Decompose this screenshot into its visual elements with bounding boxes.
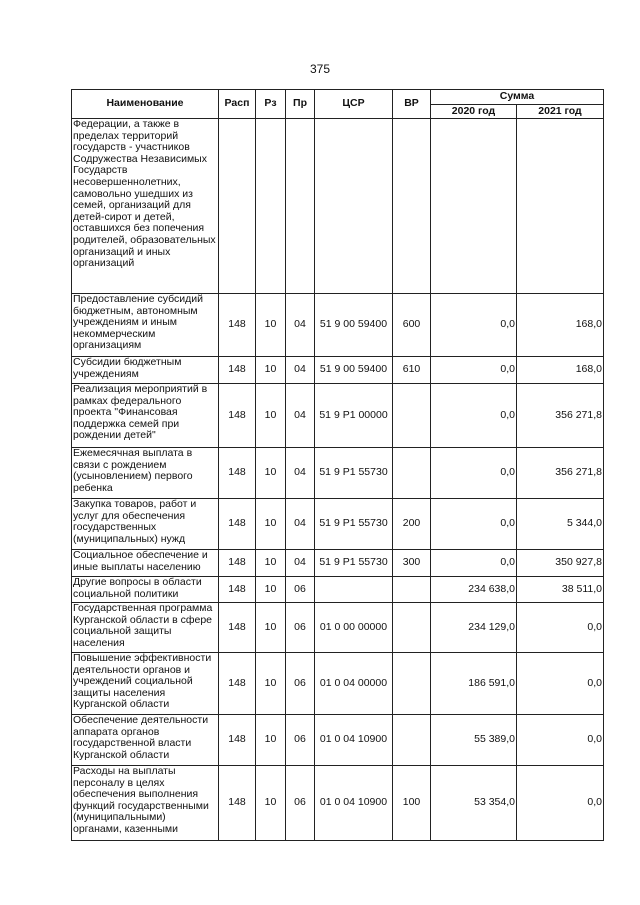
row-rz-cell: 10 — [256, 448, 286, 499]
row-2021-cell: 0,0 — [517, 715, 604, 766]
table-row — [72, 448, 604, 499]
header-rasp: Расп — [219, 90, 256, 119]
row-2021-cell: 356 271,8 — [517, 384, 604, 448]
row-2020-cell: 234 638,0 — [431, 577, 517, 603]
row-name-cell: Государственная программа Курганской области в сфере социальной защиты населения — [72, 603, 219, 653]
row-pr-cell: 06 — [286, 766, 315, 841]
header-pr: Пр — [286, 90, 315, 119]
row-csr-cell: 51 9 00 59400 — [315, 294, 393, 357]
row-vr-cell: 610 — [393, 357, 431, 384]
header-2020: 2020 год — [431, 105, 517, 119]
row-pr-cell: 06 — [286, 577, 315, 603]
row-name-cell: Другие вопросы в области социальной политики — [72, 577, 219, 603]
row-pr-cell: 06 — [286, 603, 315, 653]
row-csr-cell: 01 0 04 10900 — [315, 715, 393, 766]
row-2021-cell: 168,0 — [517, 357, 604, 384]
row-name-cell: Обеспечение деятельности аппарата органов государственной власти Курганской области — [72, 715, 219, 766]
table-row — [72, 715, 604, 766]
table-row — [72, 653, 604, 715]
row-rasp-cell: 148 — [219, 653, 256, 715]
table-row — [72, 550, 604, 577]
row-csr-cell: 51 9 P1 00000 — [315, 384, 393, 448]
header-name: Наименование — [72, 90, 219, 119]
row-pr-cell: 04 — [286, 384, 315, 448]
row-pr-cell: 06 — [286, 653, 315, 715]
row-2021-cell: 5 344,0 — [517, 499, 604, 550]
row-2020-cell: 234 129,0 — [431, 603, 517, 653]
row-pr-cell: 06 — [286, 715, 315, 766]
row-2020-cell: 0,0 — [431, 499, 517, 550]
row-vr-cell — [393, 653, 431, 715]
row-rasp-cell: 148 — [219, 294, 256, 357]
row-rasp-cell: 148 — [219, 577, 256, 603]
row-pr-cell: 04 — [286, 357, 315, 384]
row-csr-cell: 51 9 P1 55730 — [315, 550, 393, 577]
row-csr-cell: 01 0 04 10900 — [315, 766, 393, 841]
row-rasp-cell: 148 — [219, 499, 256, 550]
row-rasp-cell: 148 — [219, 766, 256, 841]
row-rz-cell: 10 — [256, 384, 286, 448]
row-rz-cell: 10 — [256, 653, 286, 715]
row-rasp-cell: 148 — [219, 448, 256, 499]
row-name-cell: Ежемесячная выплата в связи с рождением (усыновлением) первого ребенка — [72, 448, 219, 499]
page-number: 375 — [309, 62, 331, 76]
row-2021-cell: 0,0 — [517, 766, 604, 841]
row-rz-cell: 10 — [256, 550, 286, 577]
row-2020-cell: 186 591,0 — [431, 653, 517, 715]
header-vr: ВР — [393, 90, 431, 119]
row-csr-cell — [315, 577, 393, 603]
table-row — [72, 766, 604, 841]
row-rasp-cell: 148 — [219, 715, 256, 766]
table-row — [72, 603, 604, 653]
header-rz: Рз — [256, 90, 286, 119]
row-vr-cell — [393, 384, 431, 448]
row-vr-cell: 600 — [393, 294, 431, 357]
row-2021-cell — [517, 119, 604, 294]
row-2020-cell: 0,0 — [431, 357, 517, 384]
row-rz-cell: 10 — [256, 499, 286, 550]
table-row — [72, 577, 604, 603]
row-csr-cell: 51 9 P1 55730 — [315, 499, 393, 550]
row-2021-cell: 0,0 — [517, 603, 604, 653]
row-csr-cell: 51 9 P1 55730 — [315, 448, 393, 499]
row-name-cell: Расходы на выплаты персоналу в целях обеспечения выполнения функций государственными (муниципальными) органами, казенными — [72, 766, 219, 841]
row-rz-cell: 10 — [256, 294, 286, 357]
row-name-cell: Реализация мероприятий в рамках федерального проекта "Финансовая поддержка семей при рождении детей" — [72, 384, 219, 448]
row-vr-cell — [393, 603, 431, 653]
row-name-cell: Социальное обеспечение и иные выплаты населению — [72, 550, 219, 577]
row-vr-cell — [393, 448, 431, 499]
row-vr-cell — [393, 577, 431, 603]
row-vr-cell: 200 — [393, 499, 431, 550]
row-rasp-cell: 148 — [219, 384, 256, 448]
row-2021-cell: 0,0 — [517, 653, 604, 715]
header-sum: Сумма — [431, 90, 604, 105]
row-2021-cell: 168,0 — [517, 294, 604, 357]
row-csr-cell: 01 0 04 00000 — [315, 653, 393, 715]
row-csr-cell — [315, 119, 393, 294]
row-2020-cell: 0,0 — [431, 448, 517, 499]
table-row — [72, 357, 604, 384]
row-pr-cell: 04 — [286, 448, 315, 499]
table-row — [72, 119, 604, 294]
table-row — [72, 499, 604, 550]
row-rz-cell: 10 — [256, 715, 286, 766]
row-name-cell: Повышение эффективности деятельности органов и учреждений социальной защиты населения Курганской области — [72, 653, 219, 715]
row-vr-cell: 300 — [393, 550, 431, 577]
row-2020-cell: 0,0 — [431, 294, 517, 357]
row-2020-cell: 53 354,0 — [431, 766, 517, 841]
row-pr-cell: 04 — [286, 294, 315, 357]
row-rz-cell: 10 — [256, 603, 286, 653]
budget-table — [71, 89, 604, 841]
row-vr-cell — [393, 119, 431, 294]
table-row — [72, 294, 604, 357]
row-2020-cell: 0,0 — [431, 550, 517, 577]
row-2021-cell: 38 511,0 — [517, 577, 604, 603]
row-pr-cell: 04 — [286, 550, 315, 577]
row-2020-cell: 0,0 — [431, 384, 517, 448]
row-name-cell: Федерации, а также в пределах территорий государств - участников Содружества Независимых Государств несовершеннолетних, самовольно ушедших из семей, организаций для детей-сирот и детей, оставшихся без попечения родителей, образовательных организаций и иных организаций — [72, 119, 219, 294]
row-csr-cell: 51 9 00 59400 — [315, 357, 393, 384]
row-rasp-cell: 148 — [219, 550, 256, 577]
row-name-cell: Субсидии бюджетным учреждениям — [72, 357, 219, 384]
row-name-cell: Закупка товаров, работ и услуг для обеспечения государственных (муниципальных) нужд — [72, 499, 219, 550]
row-pr-cell — [286, 119, 315, 294]
table-row — [72, 384, 604, 448]
row-rz-cell — [256, 119, 286, 294]
row-rasp-cell: 148 — [219, 603, 256, 653]
row-rz-cell: 10 — [256, 357, 286, 384]
row-rz-cell: 10 — [256, 577, 286, 603]
row-2021-cell: 356 271,8 — [517, 448, 604, 499]
row-rasp-cell — [219, 119, 256, 294]
header-2021: 2021 год — [517, 105, 604, 119]
header-csr: ЦСР — [315, 90, 393, 119]
row-pr-cell: 04 — [286, 499, 315, 550]
row-2020-cell — [431, 119, 517, 294]
row-2020-cell: 55 389,0 — [431, 715, 517, 766]
row-csr-cell: 01 0 00 00000 — [315, 603, 393, 653]
row-2021-cell: 350 927,8 — [517, 550, 604, 577]
row-vr-cell: 100 — [393, 766, 431, 841]
row-rz-cell: 10 — [256, 766, 286, 841]
row-name-cell: Предоставление субсидий бюджетным, автономным учреждениям и иным некоммерческим организациям — [72, 294, 219, 357]
row-rasp-cell: 148 — [219, 357, 256, 384]
row-vr-cell — [393, 715, 431, 766]
